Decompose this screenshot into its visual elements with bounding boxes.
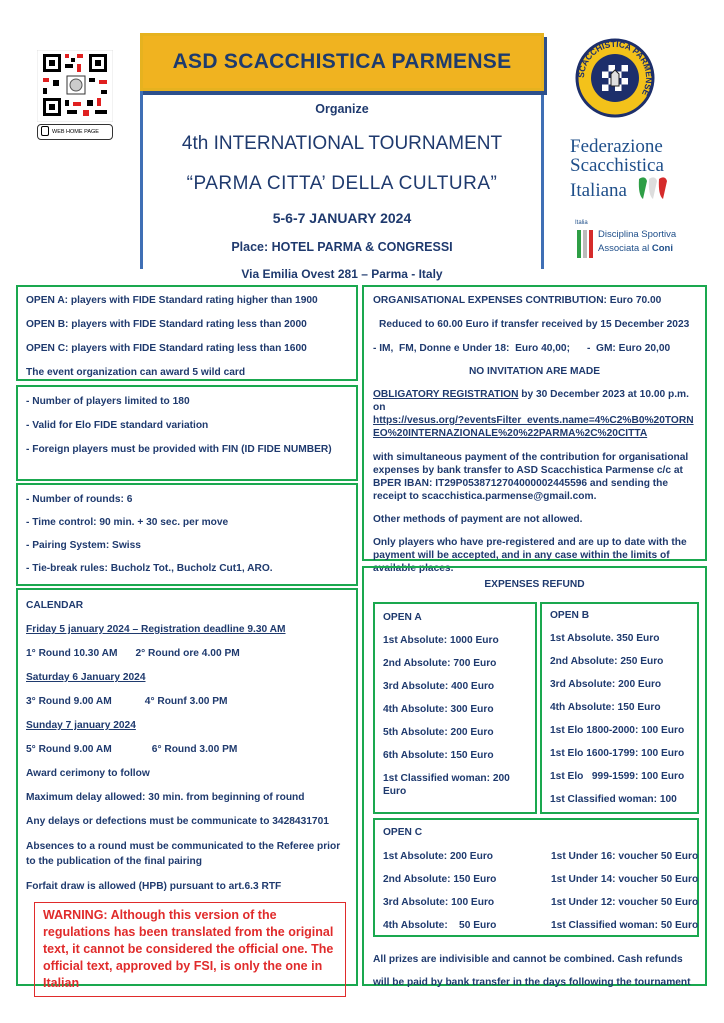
- fsi-logo: [570, 137, 690, 201]
- phone-icon: [41, 126, 49, 136]
- club-logo: [575, 38, 655, 118]
- prize-line: 1st Elo 1800-2000: 100 Euro: [550, 725, 685, 736]
- refund-title: EXPENSES REFUND: [484, 579, 585, 590]
- rounds-line: - Number of rounds: 6: [26, 494, 133, 505]
- coni-logo: [575, 220, 695, 260]
- calendar-award: Award cerimony to follow: [26, 768, 150, 779]
- tournament-place: Place: HOTEL PARMA & CONGRESSI: [231, 240, 453, 254]
- fsi-line2: Scacchistica: [570, 155, 664, 176]
- fsi-line1: Federazione: [570, 136, 663, 157]
- tournament-title: 4th INTERNATIONAL TOURNAMENT: [181, 133, 503, 154]
- prize-line: 1st Classified woman: 200 Euro: [383, 773, 510, 797]
- prize-line: 1st Classified woman: 100: [550, 794, 677, 805]
- prize-line: 2nd Absolute: 700 Euro: [383, 658, 497, 669]
- prize-line: 5th Absolute: 200 Euro: [383, 727, 494, 738]
- club-logo-text: [575, 38, 655, 118]
- fees-reduced: Reduced to 60.00 Euro if transfer received by 15 December 2023: [379, 319, 690, 330]
- tournament-dates: 5-6-7 JANUARY 2024: [272, 210, 412, 226]
- category-line: OPEN A: players with FIDE Standard rating higher than 1900: [26, 295, 318, 306]
- club-title: ASD SCACCHISTICA PARMENSE: [172, 50, 512, 73]
- open-b-title: OPEN B: [550, 610, 590, 621]
- fees-payment: with simultaneous payment of the contribution for organisational expenses by bank transfer to ASD Scacchistica Parmense c/c at BPER IBAN: IT29P0538712704000002445596 and sending the receipt to scacchistica.parmense@gmail.com.: [373, 452, 689, 502]
- box-calendar: [16, 588, 358, 990]
- registration-link[interactable]: https://vesus.org/?eventsFilter_events.name=4%C2%B0%20TORNEO%20INTERNAZIONALE%20%22PARMA%2C%20CITTA: [373, 415, 694, 439]
- tournament-subtitle: “PARMA CITTA’ DELLA CULTURA”: [186, 173, 498, 194]
- box-categories: [16, 285, 358, 381]
- coni-brand: Coni: [651, 243, 673, 254]
- calendar-round: 5° Round 9.00 AM: [26, 744, 112, 755]
- coni-italia: Italia: [575, 220, 588, 226]
- calendar-day2: Saturday 6 January 2024: [26, 672, 146, 683]
- prize-line: 1st Elo 999-1599: 100 Euro: [550, 771, 685, 782]
- calendar-day1: Friday 5 january 2024 – Registration deadline 9.30 AM: [26, 624, 286, 635]
- prize-line: 2nd Absolute: 150 Euro: [383, 874, 497, 885]
- prize-line: 1st Under 12: voucher 50 Euro: [551, 897, 699, 908]
- title-banner: [140, 33, 544, 91]
- qr-code-block[interactable]: [37, 50, 113, 142]
- prize-line: 4th Absolute: 150 Euro: [550, 702, 661, 713]
- open-b-box: [540, 602, 699, 814]
- prize-line: 1st Under 14: voucher 50 Euro: [551, 874, 699, 885]
- players-line: - Number of players limited to 180: [26, 396, 190, 407]
- warning-box: WARNING: Although this version of the regulations has been translated from the original text, it cannot be considered the official one. The official text, approved by FSI, is only the one in Italian: [34, 902, 346, 997]
- category-line: The event organization can award 5 wild card: [26, 367, 246, 378]
- category-line: OPEN B: players with FIDE Standard rating less than 2000: [26, 319, 307, 330]
- box-fees: [362, 285, 707, 574]
- prize-line: 2nd Absolute: 250 Euro: [550, 656, 664, 667]
- prize-line: 1st Classified woman: 50 Euro: [551, 920, 699, 931]
- svg-text:SCACCHISTICA PARMENSE: [576, 39, 654, 98]
- coni-line1: Disciplina Sportiva: [598, 229, 677, 240]
- prize-line: 3rd Absolute: 400 Euro: [383, 681, 495, 692]
- tournament-address: Via Emilia Ovest 281 – Parma - Italy: [241, 267, 443, 281]
- prize-line: 4th Absolute: 300 Euro: [383, 704, 494, 715]
- calendar-round: 2° Round ore 4.00 PM: [135, 648, 240, 659]
- prize-line: 1st Absolute: 200 Euro: [383, 851, 494, 862]
- calendar-absences: Absences to a round must be communicated to the Referee prior to the publication of the final pairing: [26, 841, 341, 867]
- prize-line: 3rd Absolute: 200 Euro: [550, 679, 662, 690]
- qr-code-icon: [37, 50, 113, 122]
- prize-line: 1st Under 16: voucher 50 Euro: [551, 851, 699, 862]
- coni-line2: Associata al: [598, 243, 650, 254]
- organize-label: Organize: [315, 102, 369, 116]
- rounds-line: - Tie-break rules: Bucholz Tot., Bucholz Cut1, ARO.: [26, 563, 273, 574]
- prize-line: 4th Absolute: 50 Euro: [383, 920, 497, 931]
- prize-line: 1st Elo 1600-1799: 100 Euro: [550, 748, 685, 759]
- calendar-round: 6° Round 3.00 PM: [151, 744, 238, 755]
- fees-registration-label: OBLIGATORY REGISTRATION: [373, 389, 519, 400]
- prize-line: 1st Absolute: 1000 Euro: [383, 635, 499, 646]
- fees-other: Other methods of payment are not allowed.: [373, 514, 583, 525]
- prize-line: 6th Absolute: 150 Euro: [383, 750, 494, 761]
- qr-label: WEB HOME PAGE: [52, 129, 99, 135]
- prize-line: 1st Absolute. 350 Euro: [550, 633, 660, 644]
- fees-titled: - IM, FM, Donne e Under 18: Euro 40,00; - GM: Euro 20,00: [373, 343, 671, 354]
- open-a-title: OPEN A: [383, 612, 422, 623]
- coni-stripes-icon: [575, 226, 595, 260]
- refund-footer: All prizes are indivisible and cannot be combined. Cash refunds will be paid by bank transfer in the days following the tournament: [373, 954, 691, 988]
- box-players: [16, 385, 358, 481]
- calendar-communicate: Any delays or defections must be communicate to 3428431701: [26, 816, 329, 827]
- box-refund: [362, 566, 707, 986]
- calendar-forfait: Forfait draw is allowed (HPB) pursuant to art.6.3 RTF: [26, 881, 282, 892]
- qr-label-bar: [37, 124, 113, 140]
- open-a-box: [373, 602, 537, 814]
- rounds-line: - Pairing System: Swiss: [26, 540, 141, 551]
- calendar-round: 3° Round 9.00 AM: [26, 696, 112, 707]
- prize-line: 3rd Absolute: 100 Euro: [383, 897, 495, 908]
- fees-no-invitation: NO INVITATION ARE MADE: [468, 366, 601, 377]
- rounds-line: - Time control: 90 min. + 30 sec. per move: [26, 517, 229, 528]
- calendar-round: 4° Rounf 3.00 PM: [144, 696, 228, 707]
- fees-contribution: ORGANISATIONAL EXPENSES CONTRIBUTION: Euro 70.00: [373, 295, 662, 306]
- fees-registration-text: by 30 December 2023 at 10.00 p.m. on: [373, 389, 689, 413]
- calendar-delay: Maximum delay allowed: 30 min. from beginning of round: [26, 792, 305, 803]
- calendar-day3: Sunday 7 january 2024: [26, 720, 136, 731]
- calendar-round: 1° Round 10.30 AM: [26, 648, 118, 659]
- players-line: - Foreign players must be provided with FIN (ID FIDE NUMBER): [26, 444, 332, 455]
- calendar-title: CALENDAR: [26, 600, 84, 611]
- players-line: - Valid for Elo FIDE standard variation: [26, 420, 209, 431]
- open-c-box: [373, 818, 699, 937]
- fees-only: Only players who have pre-registered and are up to date with the payment will be accepted, and in any case within the limits of available places.: [373, 537, 687, 574]
- box-rounds: [16, 483, 358, 586]
- club-logo-textpath: SCACCHISTICA PARMENSE: [575, 38, 655, 98]
- fsi-line3: Italiana: [570, 180, 627, 201]
- italian-flag-icon: [635, 175, 669, 201]
- category-line: OPEN C: players with FIDE Standard rating less than 1600: [26, 343, 307, 354]
- open-c-title: OPEN C: [383, 827, 423, 838]
